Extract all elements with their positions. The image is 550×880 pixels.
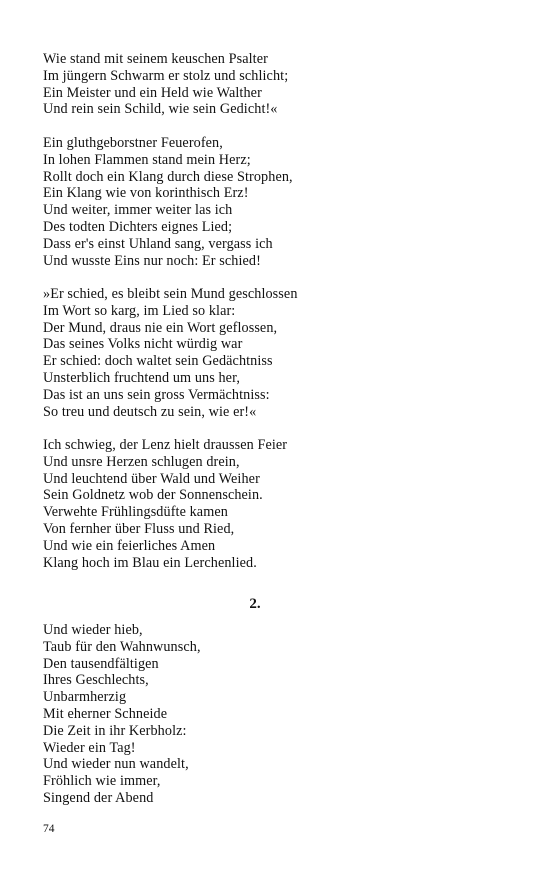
verse-line: Wie stand mit seinem keuschen Psalter — [43, 51, 268, 67]
verse-line: Und wusste Eins nur noch: Er schied! — [43, 252, 261, 269]
verse-line: Und rein sein Schild, wie sein Gedicht!« — [43, 101, 278, 118]
verse-line: Das ist an uns sein gross Vermächtniss: — [43, 386, 270, 403]
poem-stanza-5 — [43, 622, 201, 807]
verse-line: In lohen Flammen stand mein Herz; — [43, 151, 251, 168]
verse-line: Die Zeit in ihr Kerbholz: — [43, 722, 187, 739]
section-number: 2. — [249, 596, 261, 612]
verse-line: Den tausendfältigen — [43, 655, 159, 672]
verse-line: Verwehte Frühlingsdüfte kamen — [43, 504, 228, 521]
verse-line: Von fernher über Fluss und Ried, — [43, 520, 235, 537]
verse-line: Das seines Volks nicht würdig war — [43, 336, 243, 353]
verse-line: Ein gluthgeborstner Feuerofen, — [43, 135, 223, 151]
verse-line: Ein Klang wie von korinthisch Erz! — [43, 185, 249, 202]
verse-line: Singend der Abend — [43, 789, 154, 806]
verse-line: Taub für den Wahnwunsch, — [43, 638, 201, 655]
poem-stanza-3 — [43, 286, 298, 420]
verse-line: Fröhlich wie immer, — [43, 773, 161, 790]
verse-line: Ein Meister und ein Held wie Walther — [43, 84, 262, 101]
verse-line: Und wieder hieb, — [43, 622, 143, 638]
verse-line: »Er schied, es bleibt sein Mund geschlossen — [43, 286, 298, 302]
verse-line: Und wieder nun wandelt, — [43, 756, 189, 773]
verse-line: Im Wort so karg, im Lied so klar: — [43, 302, 236, 319]
verse-line: Im jüngern Schwarm er stolz und schlicht; — [43, 67, 289, 84]
verse-line: Ich schwieg, der Lenz hielt draussen Feier — [43, 437, 288, 453]
verse-line: Ihres Geschlechts, — [43, 672, 149, 689]
verse-line: Unsterblich fruchtend um uns her, — [43, 369, 240, 386]
verse-line: Und wie ein feierliches Amen — [43, 537, 216, 554]
verse-line: Unbarmherzig — [43, 689, 127, 706]
verse-line: Mit eherner Schneide — [43, 705, 168, 722]
verse-line: Sein Goldnetz wob der Sonnenschein. — [43, 487, 263, 504]
verse-line: Klang hoch im Blau ein Lerchenlied. — [43, 554, 257, 571]
verse-line: Der Mund, draus nie ein Wort geflossen, — [43, 319, 278, 336]
poem-stanza-4 — [43, 437, 287, 571]
verse-line: So treu und deutsch zu sein, wie er!« — [43, 403, 257, 420]
page-number: 74 — [43, 823, 55, 835]
verse-line: Und leuchtend über Wald und Weiher — [43, 470, 260, 487]
verse-line: Dass er's einst Uhland sang, vergass ich — [43, 235, 273, 252]
verse-line: Des todten Dichters eignes Lied; — [43, 218, 233, 235]
verse-line: Und weiter, immer weiter las ich — [43, 202, 233, 219]
verse-line: Rollt doch ein Klang durch diese Strophen, — [43, 168, 293, 185]
verse-line: Und unsre Herzen schlugen drein, — [43, 453, 240, 470]
verse-line: Wieder ein Tag! — [43, 739, 136, 756]
poem-stanza-2 — [43, 135, 293, 269]
poem-stanza-1 — [43, 51, 288, 118]
verse-line: Er schied: doch waltet sein Gedächtniss — [43, 353, 273, 370]
